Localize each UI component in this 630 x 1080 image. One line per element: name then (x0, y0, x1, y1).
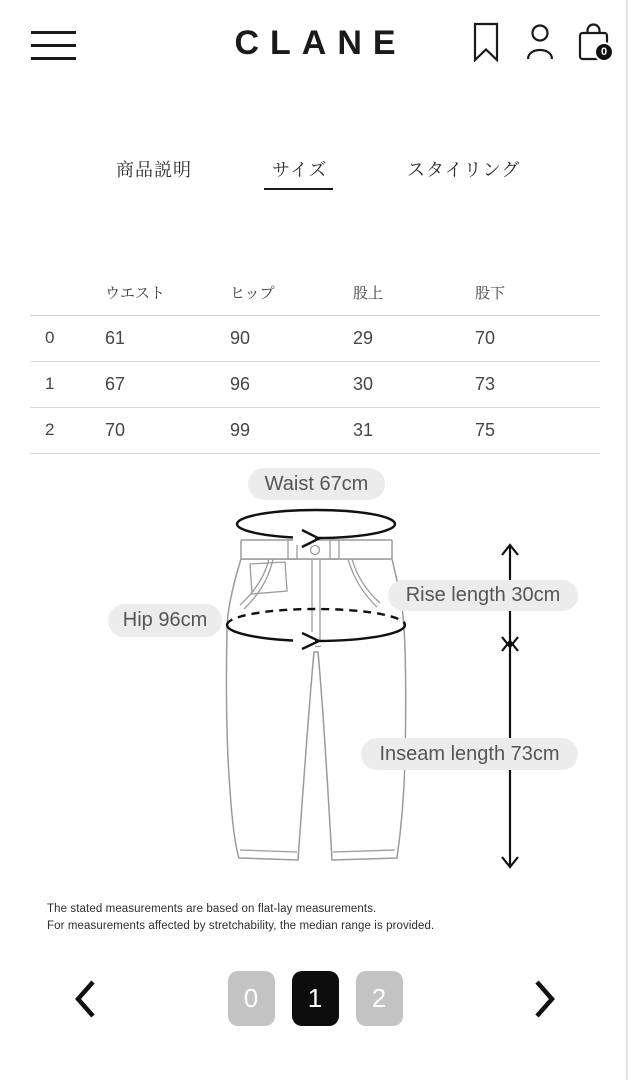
waist-measurement-label: Waist 67cm (248, 468, 385, 500)
col-header-waist: ウエスト (105, 270, 230, 315)
hip-measurement-label: Hip 96cm (108, 604, 222, 637)
size-page-button-0[interactable]: 0 (228, 971, 275, 1026)
rise-measurement-label: Rise length 30cm (388, 580, 578, 611)
next-size-chevron-icon[interactable] (530, 978, 560, 1020)
inseam-measurement-label: Inseam length 73cm (361, 738, 578, 770)
brand-logo[interactable]: CLANE (234, 24, 407, 62)
cell-hip: 96 (230, 361, 353, 407)
note-line: The stated measurements are based on flat-lay measurements. (47, 903, 377, 915)
measurement-notes (47, 901, 434, 935)
cell-waist: 67 (105, 361, 230, 407)
table-row (30, 407, 600, 453)
header (0, 0, 630, 86)
size-label: 2 (30, 407, 105, 453)
pants-sketch (0, 460, 630, 890)
size-table-header-row (30, 270, 600, 315)
active-tab-underline (264, 188, 333, 190)
tab-size[interactable]: サイズ (272, 160, 328, 180)
table-row (30, 315, 600, 361)
size-page-button-2[interactable]: 2 (356, 971, 403, 1026)
cell-rise: 31 (353, 407, 475, 453)
bookmark-icon[interactable] (469, 21, 502, 63)
cell-waist: 70 (105, 407, 230, 453)
cell-hip: 90 (230, 315, 353, 361)
header-icons (469, 21, 610, 63)
cell-rise: 29 (353, 315, 475, 361)
col-header-hip: ヒップ (230, 270, 353, 315)
cell-waist: 61 (105, 315, 230, 361)
scrollbar-track[interactable] (626, 0, 628, 1080)
col-header-size (30, 270, 105, 315)
account-icon[interactable] (523, 21, 556, 63)
cell-inseam: 73 (475, 361, 600, 407)
table-row (30, 361, 600, 407)
note-line: For measurements affected by stretchability, the median range is provided. (47, 920, 435, 932)
size-table (30, 270, 600, 454)
cell-inseam: 70 (475, 315, 600, 361)
pants-outline (226, 540, 405, 860)
tab-styling[interactable]: スタイリング (407, 160, 521, 180)
tab-product-description[interactable]: 商品説明 (116, 160, 192, 180)
size-label: 1 (30, 361, 105, 407)
measurement-diagram (0, 460, 630, 890)
col-header-inseam: 股下 (475, 270, 600, 315)
size-page-button-1[interactable]: 1 (292, 971, 339, 1026)
cart-count-badge: 0 (594, 42, 614, 62)
cell-inseam: 75 (475, 407, 600, 453)
size-pagination (0, 971, 630, 1027)
cart-icon[interactable] (577, 21, 610, 63)
tab-bar (0, 150, 630, 198)
col-header-rise: 股上 (353, 270, 475, 315)
size-label: 0 (30, 315, 105, 361)
cell-rise: 30 (353, 361, 475, 407)
cell-hip: 99 (230, 407, 353, 453)
